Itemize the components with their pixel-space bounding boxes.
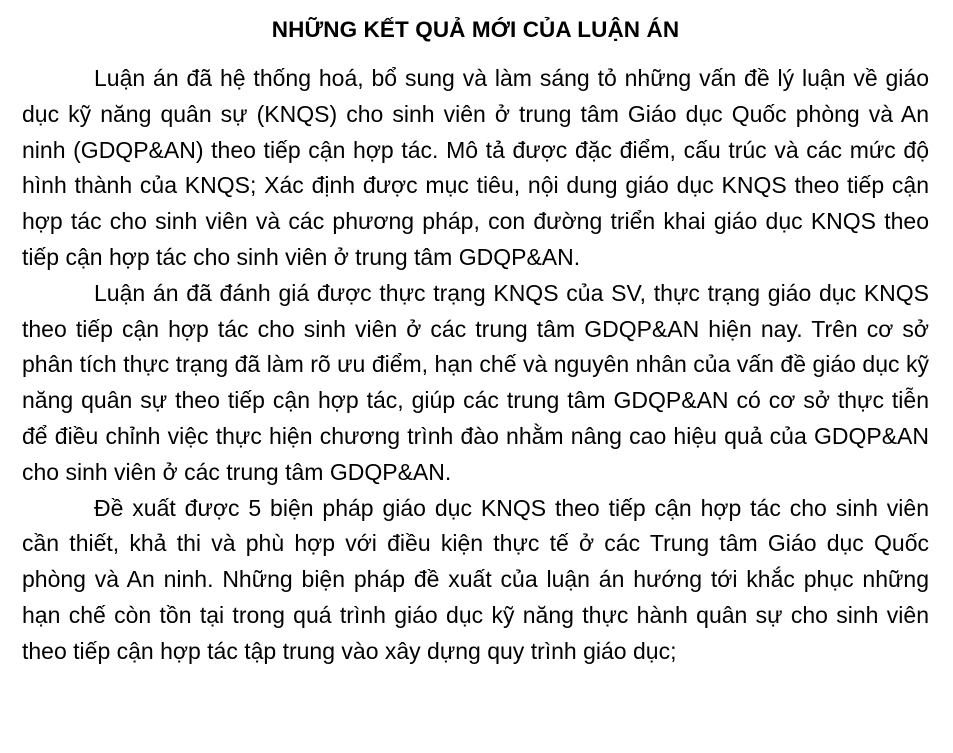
paragraph-1: Luận án đã hệ thống hoá, bổ sung và làm sáng tỏ những vấn đề lý luận về giáo dục kỹ năng quân sự (KNQS) cho sinh viên ở trung tâm Giáo dục Quốc phòng và An ninh (GDQP&AN) theo tiếp cận hợp tác. Mô tả được đặc điểm, cấu trúc và các mức độ hình thành của KNQS; Xác định được mục tiêu, nội dung giáo dục KNQS theo tiếp cận hợp tác cho sinh viên và các phương pháp, con đường triển khai giáo dục KNQS theo tiếp cận hợp tác cho sinh viên ở trung tâm GDQP&AN. <box>22 65 929 270</box>
paragraph-2: Luận án đã đánh giá được thực trạng KNQS của SV, thực trạng giáo dục KNQS theo tiếp cận hợp tác cho sinh viên ở các trung tâm GDQP&AN hiện nay. Trên cơ sở phân tích thực trạng đã làm rõ ưu điểm, hạn chế và nguyên nhân của vấn đề giáo dục kỹ năng quân sự theo tiếp cận hợp tác, giúp các trung tâm GDQP&AN có cơ sở thực tiễn để điều chỉnh việc thực hiện chương trình đào nhằm nâng cao hiệu quả của GDQP&AN cho sinh viên ở các trung tâm GDQP&AN. <box>22 279 929 485</box>
document-page <box>22 16 929 670</box>
document-title: NHỮNG KẾT QUẢ MỚI CỦA LUẬN ÁN <box>271 17 680 42</box>
paragraph-3: Đề xuất được 5 biện pháp giáo dục KNQS theo tiếp cận hợp tác cho sinh viên cần thiết, khả thi và phù hợp với điều kiện thực tế ở các Trung tâm Giáo dục Quốc phòng và An ninh. Những biện pháp đề xuất của luận án hướng tới khắc phục những hạn chế còn tồn tại trong quá trình giáo dục kỹ năng thực hành quân sự cho sinh viên theo tiếp cận hợp tác tập trung vào xây dựng quy trình giáo dục; <box>22 494 929 664</box>
